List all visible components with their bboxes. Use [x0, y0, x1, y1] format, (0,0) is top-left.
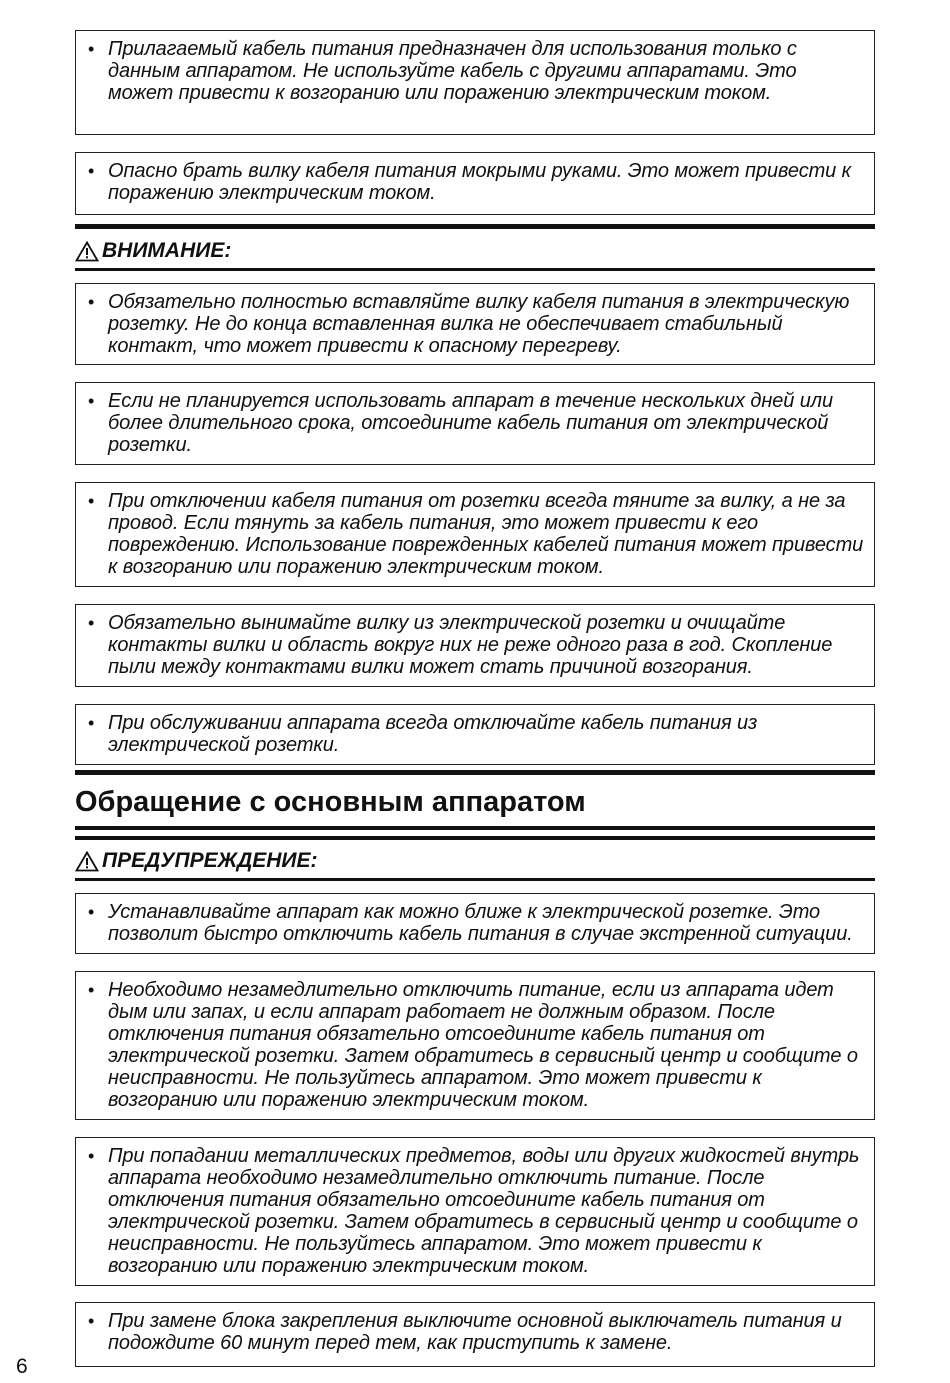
- caution-heading-label: ВНИМАНИЕ:: [102, 239, 232, 262]
- notice-text: При отключении кабеля питания от розетки всегда тяните за вилку, а не за провод. Если тянуть за кабель питания, это может привести к его повреждению. Использование поврежденных кабелей питания может привести к возгоранию или поражению электрическим током.: [108, 490, 864, 578]
- section-title: Обращение с основным аппаратом: [75, 786, 586, 818]
- notice-text: Если не планируется использовать аппарат в течение нескольких дней или более длительного срока, отсоедините кабель питания от электрической розетки.: [108, 390, 833, 456]
- notice-box: [75, 971, 875, 1120]
- bullet: •: [88, 292, 95, 312]
- notice-box: [75, 152, 875, 215]
- bullet: •: [88, 39, 95, 59]
- notice-box: [75, 704, 875, 765]
- divider: [75, 878, 875, 881]
- notice-text: Прилагаемый кабель питания предназначен для использования только с данным аппаратом. Не используйте кабель с другими аппаратами. Это может привести к возгоранию или поражению электрическим током.: [108, 38, 797, 104]
- notice-box: [75, 30, 875, 135]
- notice-text: При попадании металлических предметов, воды или других жидкостей внутрь аппарата необходимо незамедлительно отключить питание. После отключения питания обязательно отсоедините кабель питания от электрической розетки. Затем обратитесь в сервисный центр и сообщите о неисправности. Не пользуйтесь аппаратом. Это может привести к возгоранию или поражению электрическим током.: [108, 1145, 860, 1277]
- warning-heading: [75, 848, 318, 874]
- notice-text: Обязательно полностью вставляйте вилку кабеля питания в электрическую розетку. Не до конца вставленная вилка не обеспечивает стабильный контакт, что может привести к опасному перегреву.: [108, 291, 850, 357]
- bullet: •: [88, 391, 95, 411]
- notice-box: [75, 1302, 875, 1367]
- bullet: •: [88, 713, 95, 733]
- bullet: •: [88, 613, 95, 633]
- notice-text: Устанавливайте аппарат как можно ближе к электрической розетке. Это позволит быстро отключить кабель питания в случае экстренной ситуации.: [108, 901, 853, 945]
- divider: [75, 770, 875, 775]
- notice-box: [75, 283, 875, 365]
- notice-box: [75, 382, 875, 465]
- divider: [75, 268, 875, 271]
- divider: [75, 826, 875, 830]
- divider: [75, 224, 875, 229]
- bullet: •: [88, 161, 95, 181]
- notice-text: Опасно брать вилку кабеля питания мокрыми руками. Это может привести к поражению электрическим током.: [108, 160, 851, 204]
- page-number: 6: [16, 1355, 28, 1378]
- bullet: •: [88, 902, 95, 922]
- notice-text: При замене блока закрепления выключите основной выключатель питания и подождите 60 минут перед тем, как приступить к замене.: [108, 1310, 842, 1354]
- warning-triangle-icon: [75, 851, 99, 872]
- notice-box: [75, 482, 875, 587]
- caution-heading: [75, 238, 231, 264]
- warning-heading-label: ПРЕДУПРЕЖДЕНИЕ:: [102, 849, 318, 872]
- notice-box: [75, 893, 875, 954]
- notice-box: [75, 1137, 875, 1286]
- bullet: •: [88, 1146, 95, 1166]
- notice-text: Необходимо незамедлительно отключить питание, если из аппарата идет дым или запах, и если аппарат работает не должным образом. После отключения питания обязательно отсоедините кабель питания от электрической розетки. Затем обратитесь в сервисный центр и сообщите о неисправности. Не пользуйтесь аппаратом. Это может привести к возгоранию или поражению электрическим током.: [108, 979, 858, 1111]
- notice-text: Обязательно вынимайте вилку из электрической розетки и очищайте контакты вилки и область вокруг них не реже одного раза в год. Скопление пыли между контактами вилки может стать причиной возгорания.: [108, 612, 833, 678]
- warning-triangle-icon: [75, 241, 99, 262]
- bullet: •: [88, 980, 95, 1000]
- divider: [75, 836, 875, 840]
- notice-text: При обслуживании аппарата всегда отключайте кабель питания из электрической розетки.: [108, 712, 758, 756]
- bullet: •: [88, 1311, 95, 1331]
- notice-box: [75, 604, 875, 687]
- bullet: •: [88, 491, 95, 511]
